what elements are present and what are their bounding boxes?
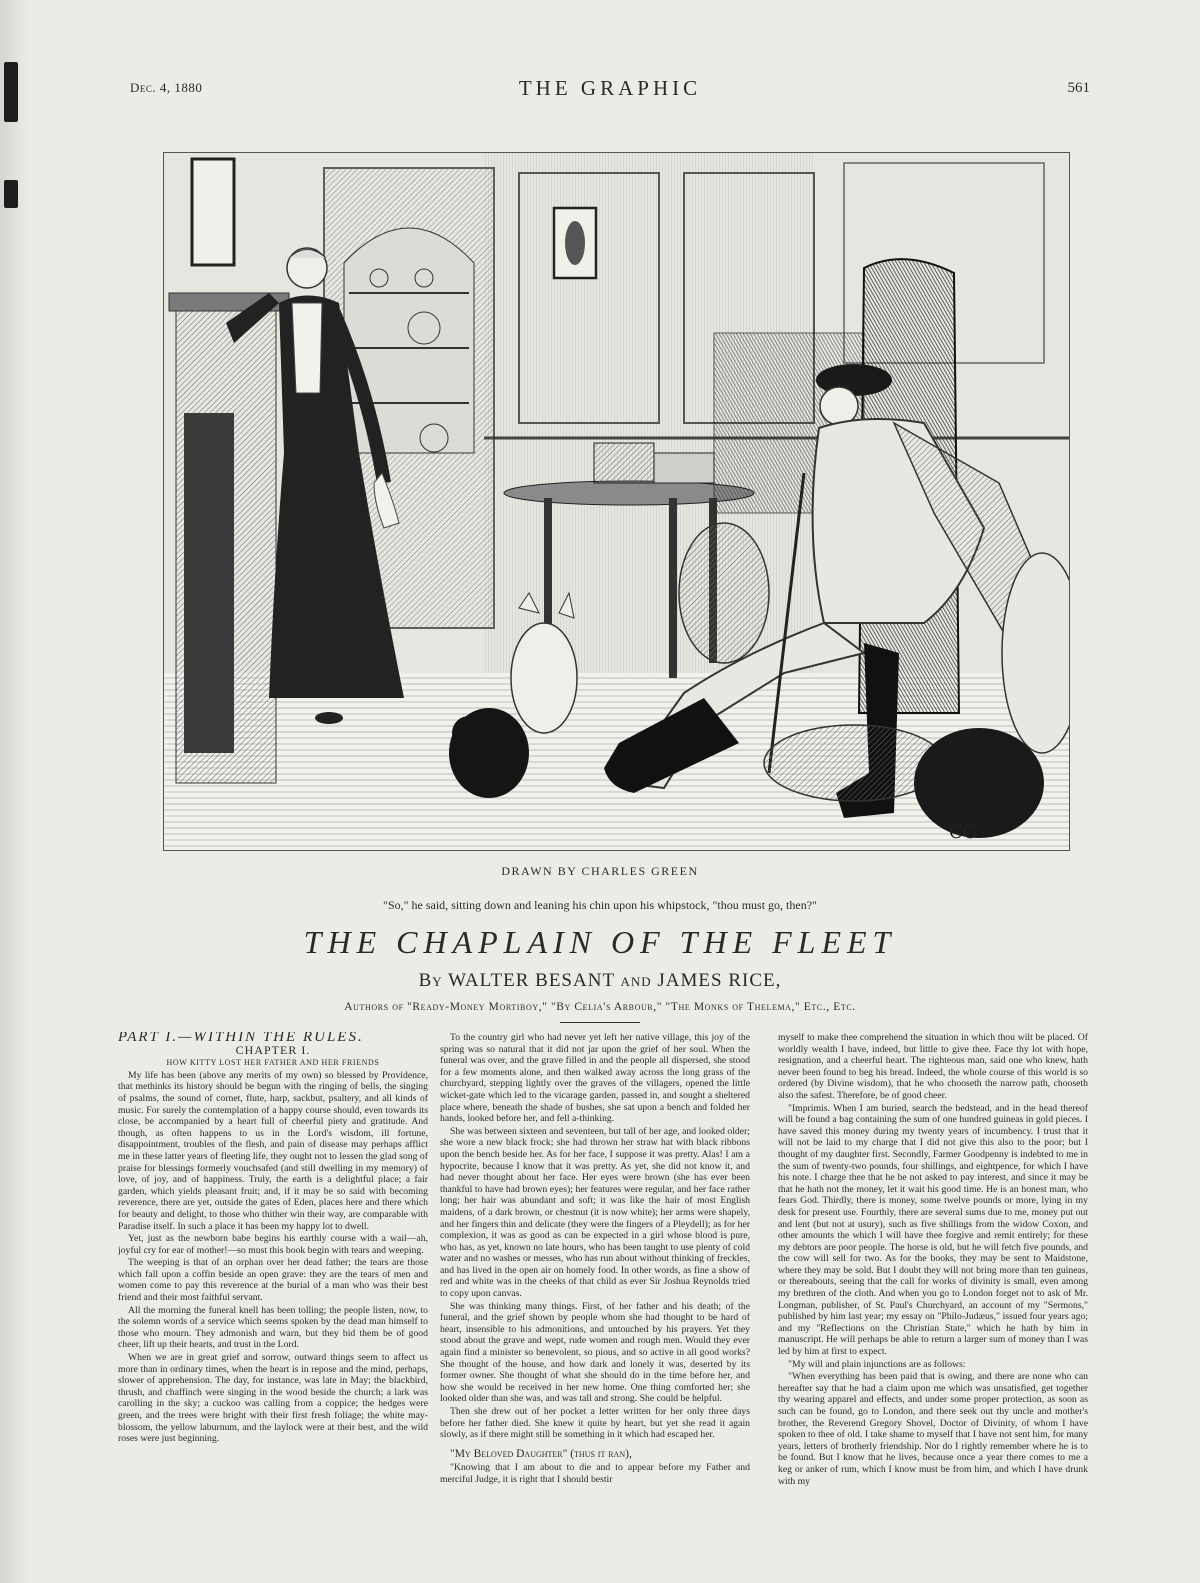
byline-and: and <box>620 970 652 991</box>
illustration-caption: "So," he said, sitting down and leaning his chin upon his whipstock, "thou must go, then?" <box>383 898 817 912</box>
binding-mark <box>4 180 18 208</box>
byline-by: By <box>418 970 443 991</box>
paragraph: All the morning the funeral knell has been tolling; the people listen, now, to the solemn words of a service which seems spoken by the dead man himself to those who mourn. They admonish and warn, but they bid them be of good cheer, lift up their hearts, and trust in the Lord. <box>118 1304 428 1351</box>
text-column-1 <box>118 1032 428 1552</box>
text-column-2 <box>440 1032 750 1552</box>
artist-monogram: CG <box>949 822 978 843</box>
paragraph: She was between sixteen and seventeen, but tall of her age, and looked older; she wore a new black frock; she had thrown her straw hat with black ribbons upon the bench beside her. As for her face, I suppose it was pretty. Alas! I am a hypocrite, because I know that it was pretty. As yet, she did not know it, and had never thought about her face. Her eyes were brown (she has ever been thankful to have had brown eyes); her features were regular, and her face rather long; her hair was abundant and soft; it was like the hair of most English maidens, of a dark brown, or chestnut (it is now white); her arms were shapely, and her fingers thin and delicate (they were the fingers of a Pleydell); as for her complexion, it was as good as can be expected in a girl whose blood is pure, who has, as yet, known no late hours, who has been taught to use plenty of cold water and no washes or messes, who has run about without thinking of freckles, and has lived in the open air on homely food. In other words, as fine a show of red and white was in the cheeks of that child as ever Sir Joshua Reynolds tried to copy upon canvas. <box>440 1125 750 1300</box>
paragraph: "Imprimis. When I am buried, search the bedstead, and in the head thereof will be found a bag containing the sum of one hundred guineas in gold pieces. I have saved this money during my twenty years of incumbency. I trust that it will not be laid to my charge that I did not give this also to the poor; but I thought of my daughter first. Secondly, Farmer Goodpenny is indebted to me in the sum of twenty-two pounds, four shillings, and eightpence, for which I have his note. I charge thee that he be not asked to pay interest, and since it may be that he hath not the money, let it wait his good time. He is an honest man, who fears God. Thirdly, there is money, some twelve pounds or more, lying in my desk for present use. Fourthly, there are several sums due to me, money put out and lent (but not at usury), such as five shillings from the widow Coxon, and other amounts the which I will have thee forgive and remit entirely; for these my debtors are poor people. The horse is old, but he will fetch five pounds, and the cow will sell for two. As for the books, they may be sent to Maidstone, where they may be sold. But I doubt they will not bring more than ten guineas, or thereabouts, seeing that the call for works of divinity is small, even among my brethren of the cloth. And when you go to London forget not to ask of Mr. Longman, publisher, of St. Paul's Churchyard, an account of my "Sermons," published by him last year; my essay on "Philo-Judæus," issued four years ago; and my "Reflections on the Christian State," which he hath by him in manuscript. He will perhaps be able to return a larger sum of money than I was led by him at first to expect. <box>778 1102 1088 1358</box>
story-title: THE CHAPLAIN OF THE FLEET <box>303 924 897 960</box>
part-heading: PART I.—WITHIN THE RULES. <box>118 1032 364 1045</box>
author-name: WALTER BESANT <box>448 970 615 991</box>
chapter-heading: CHAPTER I. <box>235 1042 311 1057</box>
author-name: JAMES RICE, <box>657 970 782 991</box>
engraving-illustration <box>163 152 1070 851</box>
chapter-subtitle: HOW KITTY LOST HER FATHER AND HER FRIENDS <box>166 1058 380 1068</box>
paragraph: The weeping is that of an orphan over her dead father; the tears are those which fall upon a coffin beside an open grave: they are the tears of men and women come to pay this reverence at the burial of a man who was their best friend and their most faithful servant. <box>118 1257 428 1304</box>
masthead <box>130 76 1090 102</box>
binding-mark <box>4 62 18 122</box>
paragraph: To the country girl who had never yet left her native village, this joy of the spring was so natural that it did not jar upon the grief of her soul. When the funeral was over, and the grave filled in and the people all dispersed, she stood for a few moments alone, and then walked away across the long grass of the churchyard, stepping lightly over the graves of the villagers, opened the little wicket-gate which led to the vicarage garden, passed in, and sought a sheltered place where, beneath the shade of bushes, she sat upon a bench and folded her hands, looked before her, and fell a-thinking. <box>440 1032 750 1125</box>
paragraph: "When everything has been paid that is owing, and there are none who can hereafter say that he had a claim upon me which was unsatisfied, get together thy wearing apparel and effects, and under some proper protection, as soon as such can be found, go to London, and there seek out thy uncle and mother's brother, the Reverend Gregory Shovel, Doctor of Divinity, of whom I have spoken to thee of old. I take shame to myself that I have not sent him, for many years, letters of brotherly friendship. Nor do I rightly remember where he is to be found. But I know that he lives, because once a year there comes to me a keg or anker of rum, which I know must be from him, and which I have drunk with my <box>778 1371 1088 1487</box>
issue-date: Dec. 4, 1880 <box>130 80 203 95</box>
illustration-credit: DRAWN BY CHARLES GREEN <box>501 864 699 878</box>
byline <box>0 970 1200 992</box>
page-number: 561 <box>1067 80 1090 96</box>
paragraph: "My will and plain injunctions are as follows: <box>788 1358 966 1370</box>
paragraph: My life has been (above any merits of my own) so blessed by Providence, that methinks its history should be begun with the ringing of bells, the singing of psalms, the sound of cornet, flute, harp, sackbut, psaltery, and all kinds of music. For surely the contemplation of a happy course should, even towards its close, be accompanied by a heart full of cheerful piety and gratitude. And though, as often happens to us in the Lord's wisdom, ill fortune, disappointment, troubles of the flesh, and pain of disease may perhaps afflict me in these latter years of fleeting life, they ought not to lessen the glad song of praise for blessings formerly vouchsafed (and still dwelling in my memory) of love, of joy, and of happiness. Truly, the earth is a delightful place; a fair garden, which yields pleasant fruit; and, if it may be so said with becoming reverence, there are yet, outside the gates of Eden, places here and there which for beauty and delight, to those who thither win their way, are comparable with Paradise itself. In such a place it has been my happy lot to dwell. <box>118 1069 428 1232</box>
interior-scene-drawing <box>164 153 1069 850</box>
paragraph: When we are in great grief and sorrow, outward things seem to affect us more than in ordinary times, when the heart is in repose and the mind, perhaps, slower of apprehension. The day, for instance, was late in May; the blackbird, thrush, and chaffinch were singing in the wood beside the church; a lark was carolling in the sky; a cuckoo was calling from a coppice; the hedges were green, and the trees were bright with their first fresh foliage; the white may-blossom, the yellow laburnum, and the laylock were at their best, and the wild roses were just beginning. <box>118 1352 428 1445</box>
paragraph: Yet, just as the newborn babe begins his earthly course with a wail—ah, joyful cry for ear of mother!—so must this book begin with tears and weeping. <box>118 1233 428 1256</box>
binding-edge <box>0 0 28 1583</box>
letter-heading: "My Beloved Daughter" (thus it ran), <box>450 1447 632 1460</box>
text-column-3 <box>778 1032 1088 1552</box>
paragraph: Then she drew out of her pocket a letter written for her only three days before her father died. She knew it quite by heart, but yet she read it again slowly, as if there might still be something in it which had escaped her. <box>440 1406 750 1441</box>
publication-title: THE GRAPHIC <box>518 76 702 100</box>
divider-rule <box>560 1022 640 1023</box>
paragraph: "Knowing that I am about to die and to appear before my Father and merciful Judge, it is right that I should bestir <box>440 1462 750 1485</box>
authors-of-line: Authors of "Ready-Money Mortiboy," "By Celia's Arbour," "The Monks of Thelema," Etc., Etc. <box>344 1001 856 1013</box>
paragraph: She was thinking many things. First, of her father and his death; of the funeral, and the grief shown by people whom she had thought to be hard of heart, insensible to his admonitions, and untouched by his prayers. Yet they stood about the grave and wept, rude women and rough men. Would they ever again find a minister so benevolent, so pious, and so active in all good works? She thought of the house, and how dark and lonely it was, deserted by its former owner. She thought of what she should do in the time before her, and how she would be received in her new home. One thing comforted her; she looked older than she was, and was tall and strong. She could be helpful. <box>440 1300 750 1405</box>
paragraph: myself to make thee comprehend the situation in which thou wilt be placed. Of worldly wealth I have, indeed, but little to give thee. Face thy lot with hope, resignation, and a cheerful heart. The righteous man, said one who knew, hath never been found to beg his bread. Indeed, the whole course of this world is so ordered (by Divine wisdom), that he who chooseth the narrow path, chooseth also the safest. Therefore, be of good cheer. <box>778 1032 1088 1101</box>
